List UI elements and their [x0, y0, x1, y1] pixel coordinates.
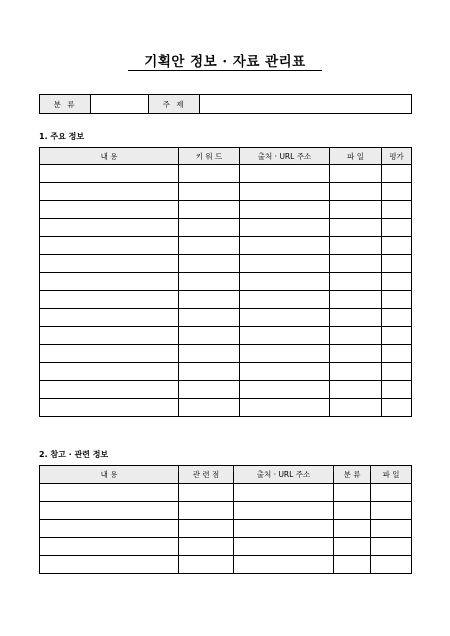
column-header-relevance: 관 련 점 — [179, 466, 234, 484]
table-cell[interactable] — [179, 556, 234, 574]
table-cell[interactable] — [40, 502, 179, 520]
topic-label: 주 제 — [149, 95, 200, 114]
table-cell[interactable] — [40, 237, 179, 255]
table-row — [40, 273, 412, 291]
table-cell[interactable] — [179, 165, 240, 183]
table-header-row — [40, 148, 412, 165]
table-cell[interactable] — [382, 327, 412, 345]
table-cell[interactable] — [334, 556, 371, 574]
column-header-evaluation: 평가 — [382, 148, 412, 165]
table-cell[interactable] — [371, 520, 412, 538]
table-cell[interactable] — [40, 273, 179, 291]
table-cell[interactable] — [179, 538, 234, 556]
column-header-content: 내 용 — [40, 466, 179, 484]
table-cell[interactable] — [330, 399, 382, 417]
table-cell[interactable] — [382, 309, 412, 327]
table-cell[interactable] — [40, 381, 179, 399]
column-header-category: 분 류 — [334, 466, 371, 484]
table-cell[interactable] — [234, 520, 334, 538]
table-cell[interactable] — [40, 399, 179, 417]
table-row — [40, 556, 412, 574]
table-cell[interactable] — [240, 201, 330, 219]
column-header-content: 내 용 — [40, 148, 179, 165]
title-underline — [128, 70, 322, 71]
table-cell[interactable] — [179, 502, 234, 520]
table-cell[interactable] — [40, 484, 179, 502]
table-cell[interactable] — [40, 291, 179, 309]
table-cell[interactable] — [240, 399, 330, 417]
table-cell[interactable] — [330, 345, 382, 363]
table-cell[interactable] — [40, 219, 179, 237]
table-cell[interactable] — [179, 255, 240, 273]
table-cell[interactable] — [40, 520, 179, 538]
table-cell[interactable] — [330, 291, 382, 309]
table-row — [40, 484, 412, 502]
info-row — [40, 95, 412, 114]
table-cell[interactable] — [382, 399, 412, 417]
table-cell[interactable] — [40, 201, 179, 219]
table-cell[interactable] — [179, 291, 240, 309]
table-cell[interactable] — [330, 255, 382, 273]
category-label: 분 류 — [40, 95, 91, 114]
table-cell[interactable] — [382, 237, 412, 255]
table-cell[interactable] — [382, 363, 412, 381]
table-cell[interactable] — [334, 538, 371, 556]
table-cell[interactable] — [240, 327, 330, 345]
table-cell[interactable] — [240, 309, 330, 327]
table-row — [40, 183, 412, 201]
table-cell[interactable] — [234, 502, 334, 520]
table-row — [40, 345, 412, 363]
table-cell[interactable] — [330, 183, 382, 201]
column-header-file: 파 일 — [330, 148, 382, 165]
table-cell[interactable] — [382, 381, 412, 399]
table-cell[interactable] — [179, 237, 240, 255]
table-cell[interactable] — [382, 255, 412, 273]
table-cell[interactable] — [240, 219, 330, 237]
table-cell[interactable] — [382, 165, 412, 183]
table-cell[interactable] — [330, 309, 382, 327]
table-row — [40, 502, 412, 520]
table-cell[interactable] — [334, 502, 371, 520]
table-cell[interactable] — [371, 538, 412, 556]
main-info-table — [39, 147, 412, 417]
table-cell[interactable] — [330, 219, 382, 237]
table-cell[interactable] — [179, 363, 240, 381]
table-cell[interactable] — [40, 165, 179, 183]
table-cell[interactable] — [179, 219, 240, 237]
column-header-source-url: 출처 · URL 주소 — [240, 148, 330, 165]
table-cell[interactable] — [234, 538, 334, 556]
table-row — [40, 327, 412, 345]
table-cell[interactable] — [371, 502, 412, 520]
table-cell[interactable] — [40, 345, 179, 363]
table-cell[interactable] — [240, 237, 330, 255]
table-cell[interactable] — [179, 309, 240, 327]
table-cell[interactable] — [330, 381, 382, 399]
table-cell[interactable] — [382, 183, 412, 201]
table-row — [40, 399, 412, 417]
table-row — [40, 291, 412, 309]
table-cell[interactable] — [240, 255, 330, 273]
section2-heading: 2. 참고 · 관련 정보 — [39, 450, 109, 459]
table-cell[interactable] — [179, 381, 240, 399]
table-row — [40, 538, 412, 556]
table-cell[interactable] — [179, 345, 240, 363]
table-row — [40, 520, 412, 538]
table-row — [40, 201, 412, 219]
info-table — [39, 94, 412, 114]
table-row — [40, 237, 412, 255]
table-cell[interactable] — [234, 484, 334, 502]
table-row — [40, 165, 412, 183]
table-cell[interactable] — [179, 399, 240, 417]
table-cell[interactable] — [382, 201, 412, 219]
table-cell[interactable] — [240, 363, 330, 381]
table-cell[interactable] — [179, 201, 240, 219]
column-header-source-url: 출처 · URL 주소 — [234, 466, 334, 484]
category-field[interactable] — [91, 95, 149, 114]
table-cell[interactable] — [334, 484, 371, 502]
table-cell[interactable] — [382, 219, 412, 237]
topic-field[interactable] — [200, 95, 412, 114]
table-cell[interactable] — [40, 309, 179, 327]
table-cell[interactable] — [382, 273, 412, 291]
table-cell[interactable] — [179, 484, 234, 502]
table-row — [40, 309, 412, 327]
table-row — [40, 363, 412, 381]
reference-info-table — [39, 465, 412, 574]
table-cell[interactable] — [40, 327, 179, 345]
table-row — [40, 255, 412, 273]
table-header-row — [40, 466, 412, 484]
table-cell[interactable] — [179, 520, 234, 538]
column-header-keyword: 키 워 드 — [179, 148, 240, 165]
table-row — [40, 219, 412, 237]
table-cell[interactable] — [179, 183, 240, 201]
table-cell[interactable] — [382, 291, 412, 309]
column-header-file: 파 일 — [371, 466, 412, 484]
table-cell[interactable] — [240, 291, 330, 309]
table-cell[interactable] — [330, 327, 382, 345]
table-cell[interactable] — [334, 520, 371, 538]
table-cell[interactable] — [371, 556, 412, 574]
table-cell[interactable] — [330, 273, 382, 291]
table-cell[interactable] — [330, 363, 382, 381]
table-cell[interactable] — [330, 237, 382, 255]
table-cell[interactable] — [240, 381, 330, 399]
table-row — [40, 381, 412, 399]
table-cell[interactable] — [371, 484, 412, 502]
table-cell[interactable] — [240, 345, 330, 363]
table-cell[interactable] — [40, 538, 179, 556]
table-cell[interactable] — [330, 201, 382, 219]
table-cell[interactable] — [179, 273, 240, 291]
table-cell[interactable] — [330, 165, 382, 183]
table-cell[interactable] — [240, 165, 330, 183]
page-title: 기획안 정보 · 자료 관리표 — [144, 54, 306, 70]
table-cell[interactable] — [40, 556, 179, 574]
table-cell[interactable] — [40, 363, 179, 381]
table-cell[interactable] — [234, 556, 334, 574]
table-cell[interactable] — [382, 345, 412, 363]
table-cell[interactable] — [179, 327, 240, 345]
table-cell[interactable] — [240, 273, 330, 291]
section1-heading: 1. 주요 정보 — [39, 132, 85, 141]
table-cell[interactable] — [240, 183, 330, 201]
table-cell[interactable] — [40, 183, 179, 201]
table-cell[interactable] — [40, 255, 179, 273]
